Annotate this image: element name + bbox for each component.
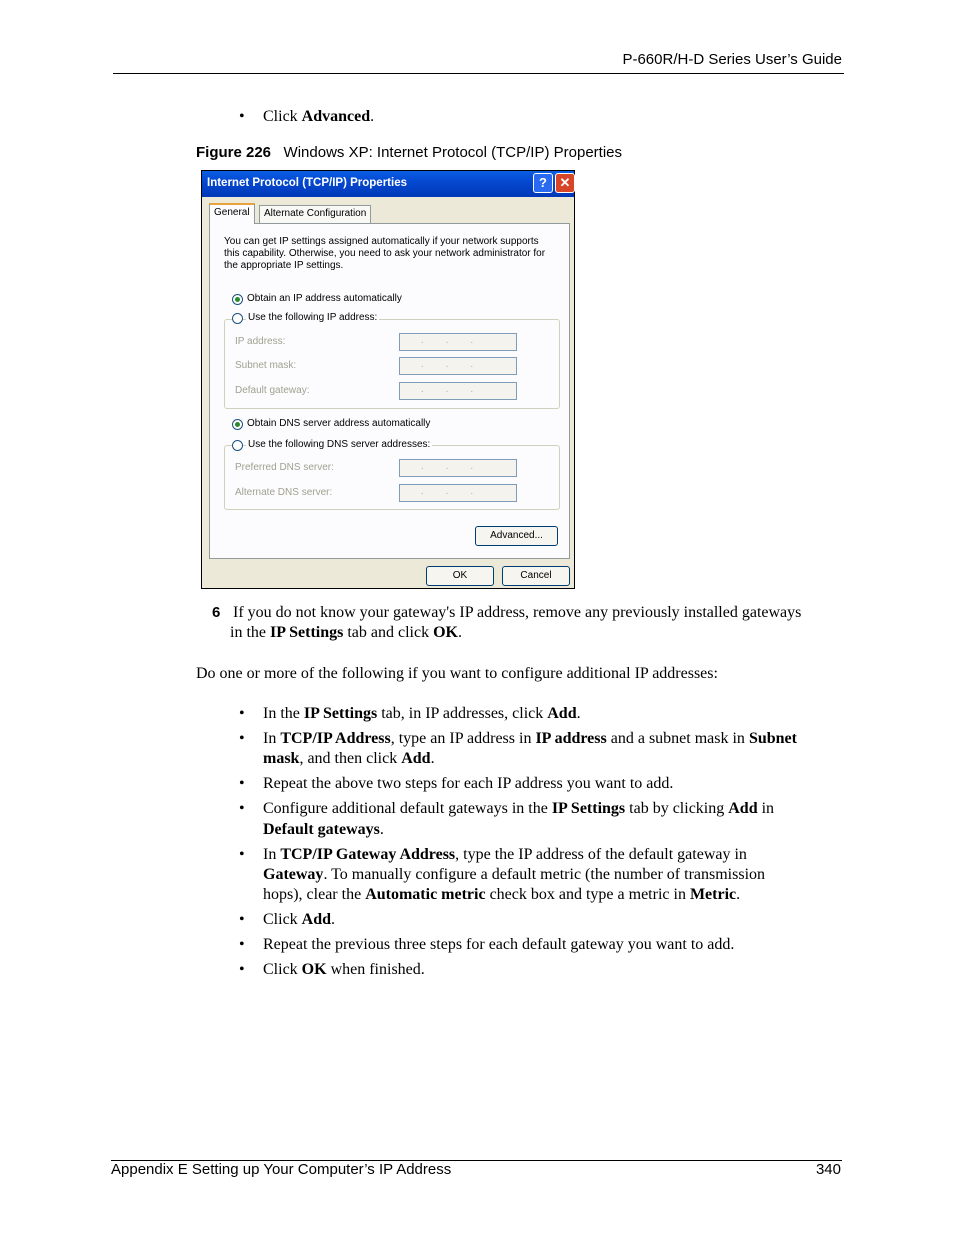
intro-bullet-text: Click Advanced.: [263, 108, 375, 125]
dialog-title: Internet Protocol (TCP/IP) Properties: [207, 177, 407, 189]
info-line: You can get IP settings assigned automatically if your network supports: [224, 236, 539, 247]
figure-caption: [196, 144, 622, 161]
help-button[interactable]: [533, 173, 553, 193]
bullet-item: In TCP/IP Gateway Address, type the IP address of the default gateway in: [263, 846, 747, 863]
default-gateway-field[interactable]: ...: [399, 382, 517, 400]
footer-chapter-title: Appendix E Setting up Your Computer’s IP Address: [111, 1161, 452, 1178]
bullet-item: Click Add.: [263, 911, 336, 928]
help-icon: ?: [539, 175, 547, 190]
close-button[interactable]: [555, 173, 575, 193]
use-ip-radio[interactable]: [232, 313, 243, 324]
bullet-marker: •: [239, 846, 245, 863]
bullet-item: In TCP/IP Address, type an IP address in IP address and a subnet mask in Subnet: [263, 730, 797, 747]
figure-label: Figure 226: [196, 144, 272, 161]
info-text: [224, 236, 554, 272]
bullet-marker: •: [239, 108, 245, 125]
bullet-marker: •: [239, 961, 245, 978]
subnet-mask-field[interactable]: ...: [399, 357, 517, 375]
intro-paragraph: Do one or more of the following if you want to configure additional IP addresses:: [196, 665, 718, 682]
bullet-item: Repeat the previous three steps for each default gateway you want to add.: [263, 936, 735, 953]
bullet-item: Click OK when finished.: [263, 961, 425, 978]
bullet-marker: •: [239, 800, 245, 817]
use-dns-label: Use the following DNS server addresses:: [248, 439, 431, 450]
bullet-marker: •: [239, 730, 245, 747]
bullet-item: In the IP Settings tab, in IP addresses, click Add.: [263, 705, 581, 722]
header-rule: [113, 73, 844, 74]
bullet-marker: •: [239, 936, 245, 953]
page-number: 340: [815, 1161, 841, 1178]
bullet-item: Configure additional default gateways in the IP Settings tab by clicking Add in: [263, 800, 775, 817]
step6-line2: in the IP Settings tab and click OK.: [230, 624, 462, 641]
advanced-button[interactable]: Advanced...: [475, 526, 558, 546]
general-tab-panel: [209, 223, 570, 559]
obtain-dns-radio[interactable]: [232, 419, 243, 430]
close-icon: ✕: [559, 175, 571, 190]
obtain-ip-label: Obtain an IP address automatically: [247, 293, 402, 304]
ok-button[interactable]: OK: [426, 566, 494, 586]
ip-address-label: IP address:: [235, 336, 286, 347]
info-line: this capability. Otherwise, you need to ask your network administrator for: [224, 248, 546, 259]
bullet-item: Repeat the above two steps for each IP address you want to add.: [263, 775, 674, 792]
tab-general[interactable]: General: [209, 203, 255, 224]
use-ip-label: Use the following IP address:: [248, 312, 378, 323]
bullet-marker: •: [239, 775, 245, 792]
info-line: the appropriate IP settings.: [224, 260, 344, 271]
bullet-item-continued: mask, and then click Add.: [263, 750, 435, 767]
use-dns-radio[interactable]: [232, 440, 243, 451]
ip-address-field[interactable]: ...: [399, 333, 517, 351]
figure-title: Windows XP: Internet Protocol (TCP/IP) Properties: [283, 144, 622, 161]
page-header-title: P-660R/H-D Series User’s Guide: [622, 51, 842, 68]
tab-alternate-configuration[interactable]: Alternate Configuration: [259, 205, 371, 223]
default-gateway-label: Default gateway:: [235, 385, 310, 396]
bullet-item-continued: Gateway. To manually configure a default metric (the number of transmission: [263, 866, 766, 883]
bullet-item-continued: Default gateways.: [263, 821, 384, 838]
step6-line1: If you do not know your gateway's IP address, remove any previously installed gateways: [233, 604, 802, 621]
dialog-titlebar: [202, 171, 574, 197]
cancel-button[interactable]: Cancel: [502, 566, 570, 586]
preferred-dns-field[interactable]: ...: [399, 459, 517, 477]
alternate-dns-field[interactable]: ...: [399, 484, 517, 502]
step-number: 6: [212, 604, 221, 621]
subnet-mask-label: Subnet mask:: [235, 360, 297, 371]
bullet-marker: •: [239, 705, 245, 722]
obtain-ip-radio[interactable]: [232, 294, 243, 305]
bullet-item-continued: hops), clear the Automatic metric check box and type a metric in Metric.: [263, 886, 741, 903]
alternate-dns-label: Alternate DNS server:: [235, 487, 333, 498]
bullet-marker: •: [239, 911, 245, 928]
preferred-dns-label: Preferred DNS server:: [235, 462, 334, 473]
obtain-dns-label: Obtain DNS server address automatically: [247, 418, 431, 429]
tcpip-properties-dialog: [201, 170, 575, 589]
